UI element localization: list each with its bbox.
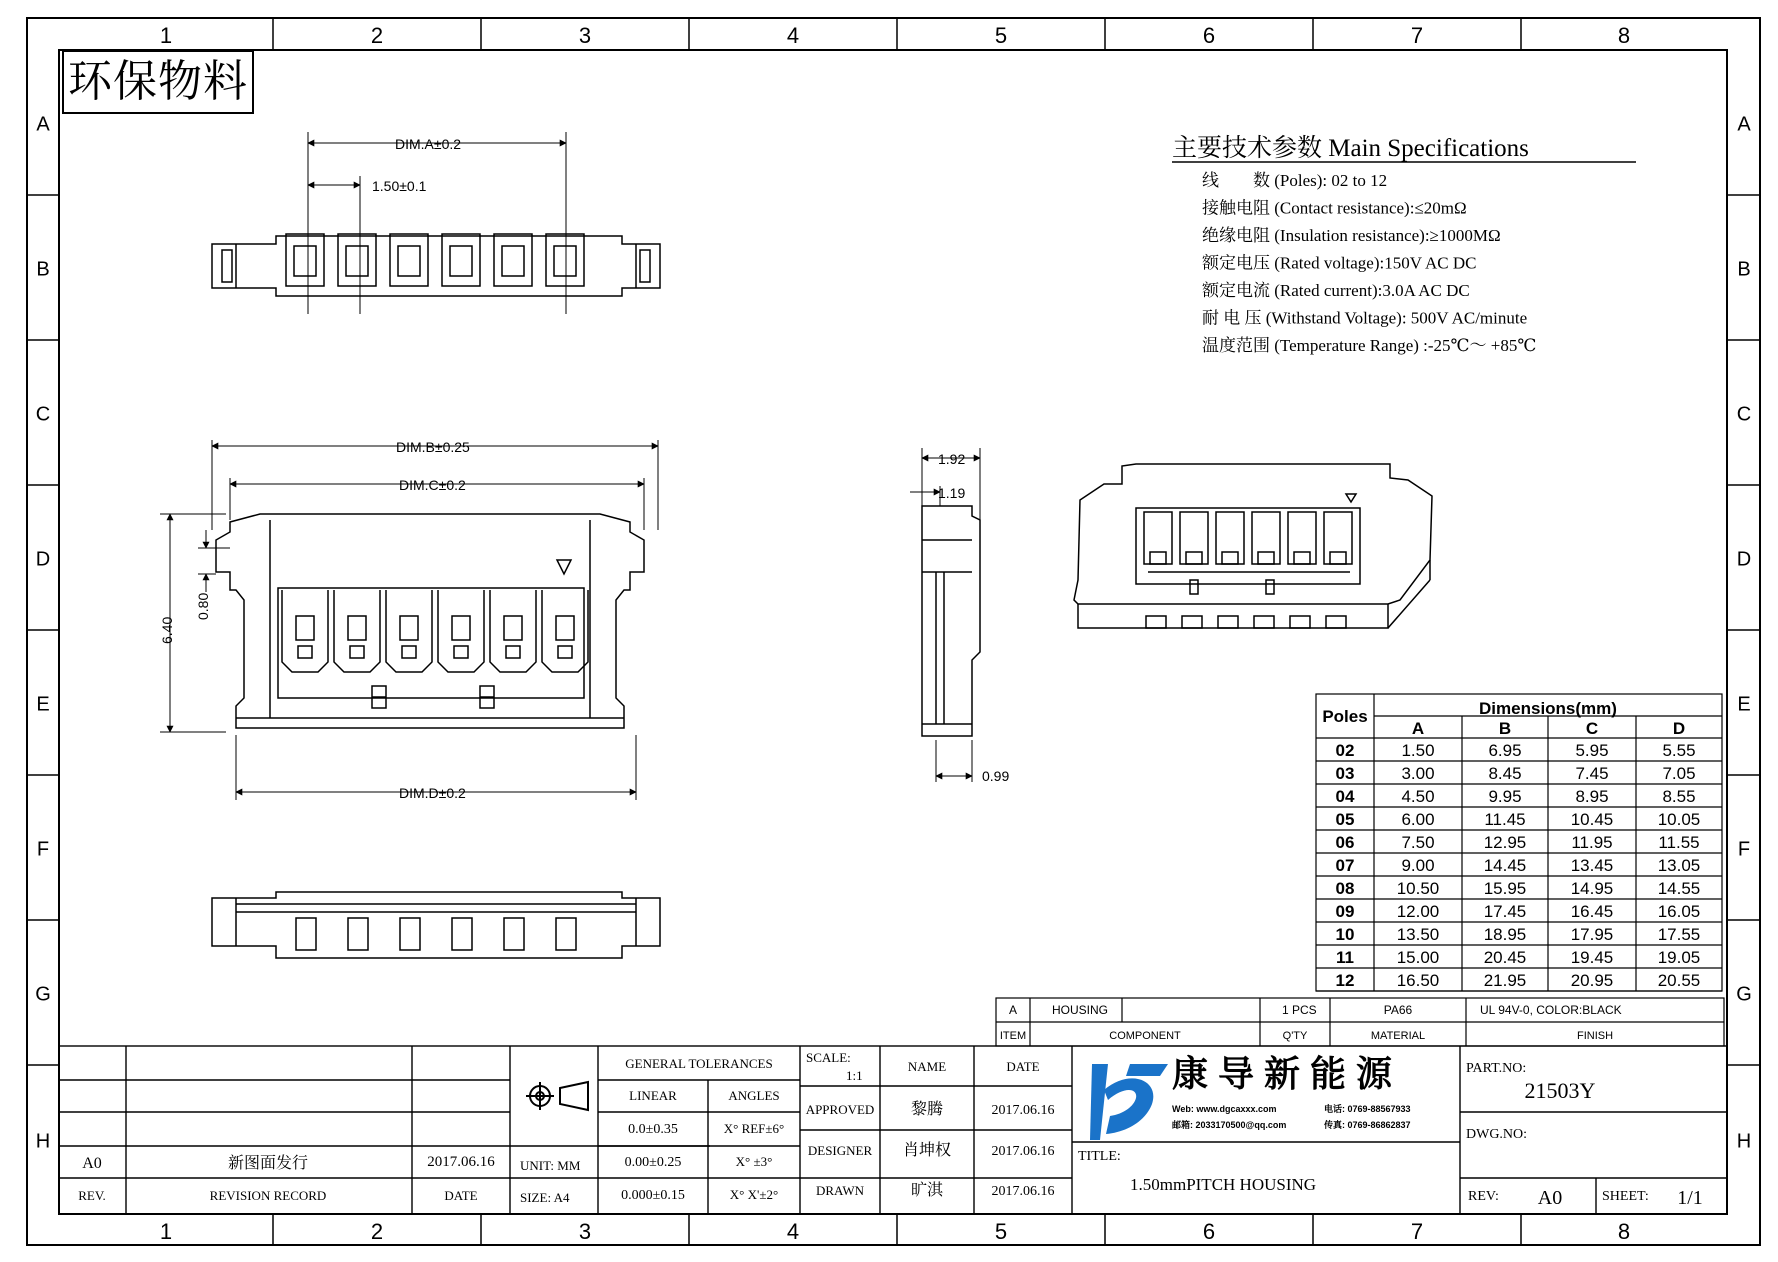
dimensions-cell: 07 bbox=[1335, 856, 1355, 875]
bom-qty: 1 PCS bbox=[1282, 1003, 1317, 1017]
company-email: 邮箱: 2033170500@qq.com bbox=[1172, 1120, 1287, 1130]
dim-a-label: DIM.A±0.2 bbox=[395, 136, 462, 152]
dimensions-header: Dimensions(mm) bbox=[1479, 699, 1617, 718]
dimensions-cell: 15.00 bbox=[1396, 948, 1440, 967]
dimensions-cell: 12 bbox=[1335, 971, 1355, 990]
top-cavity bbox=[442, 234, 480, 286]
grid-row-label-left: F bbox=[36, 838, 50, 861]
dimensions-cell: 10.05 bbox=[1657, 810, 1701, 829]
dimensions-cell: 10.45 bbox=[1570, 810, 1614, 829]
iso-contact bbox=[1330, 552, 1346, 564]
spec-line: 线 数 (Poles): 02 to 12 bbox=[1202, 171, 1388, 190]
size-label: SIZE: A4 bbox=[520, 1190, 570, 1205]
top-cavity-inner bbox=[294, 246, 316, 276]
front-contact bbox=[400, 616, 418, 640]
approval-date: 2017.06.16 bbox=[991, 1144, 1055, 1159]
approval-name: 旷淇 bbox=[910, 1182, 944, 1199]
dimensions-cell: 03 bbox=[1335, 764, 1355, 783]
tolerances-title: GENERAL TOLERANCES bbox=[625, 1056, 773, 1071]
dimensions-cell: 10 bbox=[1335, 925, 1355, 944]
bottom-view bbox=[212, 892, 660, 958]
grid-row-label-right: D bbox=[1736, 548, 1752, 571]
front-cavity bbox=[490, 590, 536, 672]
grid-row-label-right: H bbox=[1736, 1130, 1752, 1153]
dimensions-cell: 11.95 bbox=[1571, 833, 1613, 852]
rev-value: A0 bbox=[82, 1155, 102, 1172]
approval-date: 2017.06.16 bbox=[991, 1103, 1055, 1118]
grid-row-label-left: H bbox=[35, 1130, 51, 1153]
grid-row-label-left: D bbox=[35, 548, 51, 571]
dimensions-cell: 17.95 bbox=[1570, 925, 1614, 944]
step-label: 0.80 bbox=[195, 592, 211, 620]
grid-col-label-bottom: 2 bbox=[370, 1219, 384, 1244]
dim-b-label: DIM.B±0.25 bbox=[396, 439, 470, 455]
dimensions-cell: 16.05 bbox=[1657, 902, 1701, 921]
rev-label: REV: bbox=[1468, 1189, 1499, 1204]
dimensions-cell: 6.95 bbox=[1488, 741, 1522, 760]
top-cavity-inner bbox=[502, 246, 524, 276]
spec-line: 额定电压 (Rated voltage):150V AC DC bbox=[1202, 253, 1477, 273]
front-cavity bbox=[282, 590, 328, 672]
dimensions-cell: 04 bbox=[1335, 787, 1355, 806]
grid-col-label-bottom: 8 bbox=[1617, 1219, 1631, 1244]
top-cavity bbox=[338, 234, 376, 286]
dim-c-label: DIM.C±0.2 bbox=[399, 477, 466, 493]
tolerance-linear: 0.00±0.25 bbox=[624, 1155, 682, 1170]
bom-finish: UL 94V-0, COLOR:BLACK bbox=[1480, 1003, 1622, 1017]
grid-row-label-right: F bbox=[1737, 838, 1751, 861]
front-contact bbox=[504, 616, 522, 640]
top-cavity bbox=[546, 234, 584, 286]
grid-col-label-bottom: 1 bbox=[159, 1219, 173, 1244]
iso-cavity bbox=[1180, 512, 1208, 564]
tolerance-angle: X° X'±2° bbox=[729, 1187, 779, 1202]
dimensions-cell: 8.45 bbox=[1488, 764, 1522, 783]
dimensions-cell: 9.95 bbox=[1488, 787, 1522, 806]
top-cavity-inner bbox=[398, 246, 420, 276]
front-latch bbox=[350, 646, 364, 658]
dimensions-cell: 7.05 bbox=[1662, 764, 1696, 783]
dimensions-cell: 5.55 bbox=[1662, 741, 1696, 760]
bottom-slot bbox=[348, 918, 368, 950]
iso-contact bbox=[1294, 552, 1310, 564]
tolerance-linear: 0.000±0.15 bbox=[621, 1188, 685, 1203]
dimensions-cell: 14.95 bbox=[1570, 879, 1614, 898]
pitch-label: 1.50±0.1 bbox=[372, 178, 427, 194]
front-view bbox=[160, 440, 658, 800]
iso-foot bbox=[1146, 616, 1166, 628]
front-contact bbox=[452, 616, 470, 640]
isometric-feet bbox=[1146, 616, 1346, 628]
bom-head-material: MATERIAL bbox=[1370, 1030, 1426, 1042]
company-fax: 传真: 0769-86862837 bbox=[1324, 1120, 1411, 1130]
bom-head-qty: Q'TY bbox=[1282, 1030, 1308, 1042]
side-top-label: 1.92 bbox=[938, 451, 966, 467]
dimensions-cell: 15.95 bbox=[1483, 879, 1527, 898]
spec-line: 绝缘电阻 (Insulation resistance):≥1000MΩ bbox=[1202, 226, 1501, 245]
dimensions-cell: 12.95 bbox=[1483, 833, 1527, 852]
dimensions-cell: 8.95 bbox=[1575, 787, 1609, 806]
spec-line: 温度范围 (Temperature Range) :-25℃～ +85℃ bbox=[1202, 336, 1537, 355]
dimensions-cell: 6.00 bbox=[1401, 810, 1435, 829]
dimensions-cell: 18.95 bbox=[1483, 925, 1527, 944]
iso-contact bbox=[1258, 552, 1274, 564]
grid-col-label-bottom: 7 bbox=[1410, 1219, 1424, 1244]
poles-header: Poles bbox=[1322, 707, 1368, 726]
iso-cavity bbox=[1216, 512, 1244, 564]
approval-name: 黎腾 bbox=[910, 1101, 944, 1118]
dimensions-cell: 10.50 bbox=[1396, 879, 1440, 898]
linear-header: LINEAR bbox=[629, 1088, 677, 1103]
dimensions-table-cells bbox=[1336, 719, 1701, 990]
projection-symbol-icon bbox=[526, 1082, 588, 1110]
bottom-slot bbox=[452, 918, 472, 950]
grid-col-label-top: 7 bbox=[1410, 23, 1424, 48]
bottom-slot bbox=[556, 918, 576, 950]
dimensions-cell: 16.50 bbox=[1396, 971, 1440, 990]
part-no-label: PART.NO: bbox=[1466, 1061, 1527, 1076]
title-label: TITLE: bbox=[1078, 1149, 1121, 1164]
iso-cavity bbox=[1144, 512, 1172, 564]
bottom-view-slots bbox=[296, 918, 576, 950]
grid-row-label-left: E bbox=[36, 693, 50, 716]
dimensions-cell: 11.45 bbox=[1484, 810, 1526, 829]
dimensions-cell: 1.50 bbox=[1401, 741, 1435, 760]
dimensions-cell: 14.55 bbox=[1657, 879, 1701, 898]
dimensions-cell: 7.50 bbox=[1401, 833, 1435, 852]
eco-material-stamp: 环保物料 bbox=[62, 50, 254, 114]
grid-col-label-top: 1 bbox=[159, 23, 173, 48]
iso-contact bbox=[1222, 552, 1238, 564]
grid-col-label-bottom: 3 bbox=[578, 1219, 592, 1244]
height-label: 6.40 bbox=[159, 616, 175, 644]
grid-row-label-right: G bbox=[1736, 983, 1752, 1006]
side-mid-label: 1.19 bbox=[938, 485, 966, 501]
unit-label: UNIT: MM bbox=[520, 1158, 581, 1173]
specifications-block bbox=[1172, 134, 1636, 355]
rev-date-value: 2017.06.16 bbox=[427, 1154, 495, 1170]
dimensions-cell: 7.45 bbox=[1575, 764, 1609, 783]
front-cavity bbox=[334, 590, 380, 672]
approval-role: DESIGNER bbox=[807, 1143, 873, 1158]
tolerance-rows bbox=[621, 1121, 784, 1203]
front-cavity bbox=[438, 590, 484, 672]
iso-foot bbox=[1254, 616, 1274, 628]
grid-row-label-left: C bbox=[35, 403, 51, 426]
dimensions-cell: 17.55 bbox=[1657, 925, 1701, 944]
approval-rows bbox=[806, 1100, 1055, 1199]
grid-col-label-top: 6 bbox=[1202, 23, 1216, 48]
scale-value: 1:1 bbox=[846, 1068, 863, 1083]
grid-col-label-bottom: 5 bbox=[994, 1219, 1008, 1244]
company-tel: 电话: 0769-88567933 bbox=[1324, 1104, 1411, 1114]
specs-title: 主要技术参数 Main Specifications bbox=[1172, 135, 1529, 162]
dimensions-cell: 14.45 bbox=[1483, 856, 1527, 875]
top-cavity bbox=[286, 234, 324, 286]
rev-block-value: A0 bbox=[1537, 1187, 1563, 1209]
front-latch bbox=[558, 646, 572, 658]
grid-row-label-right: B bbox=[1737, 258, 1751, 281]
grid-col-label-top: 2 bbox=[370, 23, 384, 48]
grid-col-label-top: 3 bbox=[578, 23, 592, 48]
bom-component: HOUSING bbox=[1052, 1003, 1109, 1017]
dimensions-cell: 4.50 bbox=[1401, 787, 1435, 806]
dimensions-cell: 05 bbox=[1335, 810, 1355, 829]
front-view-cavities bbox=[282, 590, 588, 672]
date-header: DATE bbox=[1006, 1059, 1040, 1074]
dimensions-cell: 17.45 bbox=[1483, 902, 1527, 921]
grid-col-label-bottom: 6 bbox=[1202, 1219, 1216, 1244]
scale-label: SCALE: bbox=[806, 1050, 851, 1065]
dimensions-cell: 5.95 bbox=[1575, 741, 1609, 760]
front-cavity bbox=[386, 590, 432, 672]
dimensions-cell: 13.05 bbox=[1657, 856, 1701, 875]
dimensions-cell: 11 bbox=[1336, 948, 1354, 967]
approval-date: 2017.06.16 bbox=[991, 1184, 1055, 1199]
dimensions-cell: 02 bbox=[1335, 741, 1355, 760]
iso-cavity bbox=[1288, 512, 1316, 564]
isometric-view bbox=[1074, 464, 1432, 628]
bom-head-component: COMPONENT bbox=[1109, 1030, 1181, 1042]
top-cavity-inner bbox=[450, 246, 472, 276]
dimensions-cell: 12.00 bbox=[1396, 902, 1440, 921]
iso-cavity bbox=[1324, 512, 1352, 564]
bottom-slot bbox=[296, 918, 316, 950]
bom-head-item: ITEM bbox=[999, 1030, 1027, 1042]
front-contact bbox=[348, 616, 366, 640]
approval-name: 肖坤权 bbox=[902, 1142, 952, 1159]
sheet-value: 1/1 bbox=[1677, 1187, 1703, 1209]
top-cavity-inner bbox=[554, 246, 576, 276]
dimensions-table bbox=[1316, 694, 1722, 991]
bom-material: PA66 bbox=[1383, 1003, 1413, 1017]
tolerance-angle: X° ±3° bbox=[735, 1154, 773, 1169]
top-cavity bbox=[390, 234, 428, 286]
bottom-slot bbox=[400, 918, 420, 950]
dimensions-cell: 8.55 bbox=[1662, 787, 1696, 806]
grid-col-label-bottom: 4 bbox=[786, 1219, 800, 1244]
spec-line: 接触电阻 (Contact resistance):≤20mΩ bbox=[1202, 198, 1467, 218]
title-value: 1.50mmPITCH HOUSING bbox=[1130, 1175, 1317, 1194]
bottom-slot bbox=[504, 918, 524, 950]
tolerance-angle: X° REF±6° bbox=[723, 1121, 785, 1136]
front-contact bbox=[296, 616, 314, 640]
top-view bbox=[212, 132, 660, 314]
grid-col-label-top: 4 bbox=[786, 23, 800, 48]
dimensions-cell: 19.45 bbox=[1570, 948, 1614, 967]
top-cavity-inner bbox=[346, 246, 368, 276]
grid-row-label-right: A bbox=[1737, 113, 1751, 136]
dimensions-cell: 20.95 bbox=[1570, 971, 1614, 990]
dimensions-cell: 13.50 bbox=[1396, 925, 1440, 944]
company-web: Web: www.dgcaxxx.com bbox=[1172, 1104, 1277, 1114]
grid-row-label-left: A bbox=[36, 113, 50, 136]
rev-header: REV. bbox=[78, 1188, 106, 1203]
grid-row-label-right: C bbox=[1736, 403, 1752, 426]
iso-foot bbox=[1290, 616, 1310, 628]
dimensions-cell: 11.55 bbox=[1658, 833, 1700, 852]
tolerance-linear: 0.0±0.35 bbox=[628, 1122, 678, 1137]
grid-col-label-top: 8 bbox=[1617, 23, 1631, 48]
top-view-cavities bbox=[286, 234, 584, 286]
iso-foot bbox=[1326, 616, 1346, 628]
top-cavity bbox=[494, 234, 532, 286]
iso-foot bbox=[1182, 616, 1202, 628]
dimensions-cell: 09 bbox=[1335, 902, 1355, 921]
front-latch bbox=[298, 646, 312, 658]
dimensions-cell: 19.05 bbox=[1657, 948, 1701, 967]
spec-line: 耐 电 压 (Withstand Voltage): 500V AC/minute bbox=[1202, 308, 1528, 328]
dimensions-cell: 9.00 bbox=[1401, 856, 1435, 875]
dimensions-cell: 20.45 bbox=[1483, 948, 1527, 967]
dim-d-label: DIM.D±0.2 bbox=[399, 785, 466, 801]
front-latch bbox=[506, 646, 520, 658]
dimensions-cell: 16.45 bbox=[1570, 902, 1614, 921]
sheet-label: SHEET: bbox=[1602, 1189, 1649, 1204]
dimensions-column-header: A bbox=[1411, 719, 1425, 738]
spec-lines bbox=[1202, 171, 1536, 355]
angles-header: ANGLES bbox=[728, 1088, 780, 1103]
iso-contact bbox=[1186, 552, 1202, 564]
iso-contact bbox=[1150, 552, 1166, 564]
rev-date-header: DATE bbox=[444, 1188, 478, 1203]
dimensions-column-header: B bbox=[1498, 719, 1512, 738]
rev-record-value: 新图面发行 bbox=[227, 1155, 309, 1172]
dimensions-column-header: D bbox=[1672, 719, 1686, 738]
front-contact bbox=[556, 616, 574, 640]
side-bottom-label: 0.99 bbox=[982, 768, 1010, 784]
grid-col-label-top: 5 bbox=[994, 23, 1008, 48]
dimensions-cell: 21.95 bbox=[1483, 971, 1527, 990]
dimensions-cell: 08 bbox=[1335, 879, 1355, 898]
part-no-value: 21503Y bbox=[1524, 1078, 1596, 1103]
name-header: NAME bbox=[907, 1059, 947, 1074]
front-latch bbox=[402, 646, 416, 658]
iso-cavity bbox=[1252, 512, 1280, 564]
grid-row-label-left: B bbox=[36, 258, 50, 281]
company-name: 康 导 新 能 源 bbox=[1172, 1053, 1393, 1094]
dimensions-cell: 20.55 bbox=[1657, 971, 1701, 990]
dimensions-cell: 3.00 bbox=[1401, 764, 1435, 783]
bom-item: A bbox=[1008, 1003, 1018, 1017]
bom-head-finish: FINISH bbox=[1576, 1030, 1614, 1042]
grid-row-label-left: G bbox=[35, 983, 51, 1006]
isometric-cavities bbox=[1144, 512, 1352, 564]
dimensions-cell: 06 bbox=[1335, 833, 1355, 852]
company-logo-icon bbox=[1090, 1064, 1168, 1140]
spec-line: 额定电流 (Rated current):3.0A AC DC bbox=[1202, 281, 1470, 300]
iso-foot bbox=[1218, 616, 1238, 628]
dwg-no-label: DWG.NO: bbox=[1466, 1127, 1528, 1142]
approval-role: DRAWN bbox=[815, 1183, 865, 1198]
approval-role: APPROVED bbox=[805, 1102, 875, 1117]
front-latch bbox=[454, 646, 468, 658]
dimensions-cell: 13.45 bbox=[1570, 856, 1614, 875]
rev-record-header: REVISION RECORD bbox=[209, 1188, 327, 1203]
grid-row-label-right: E bbox=[1737, 693, 1751, 716]
front-cavity bbox=[542, 590, 588, 672]
dimensions-column-header: C bbox=[1585, 719, 1599, 738]
